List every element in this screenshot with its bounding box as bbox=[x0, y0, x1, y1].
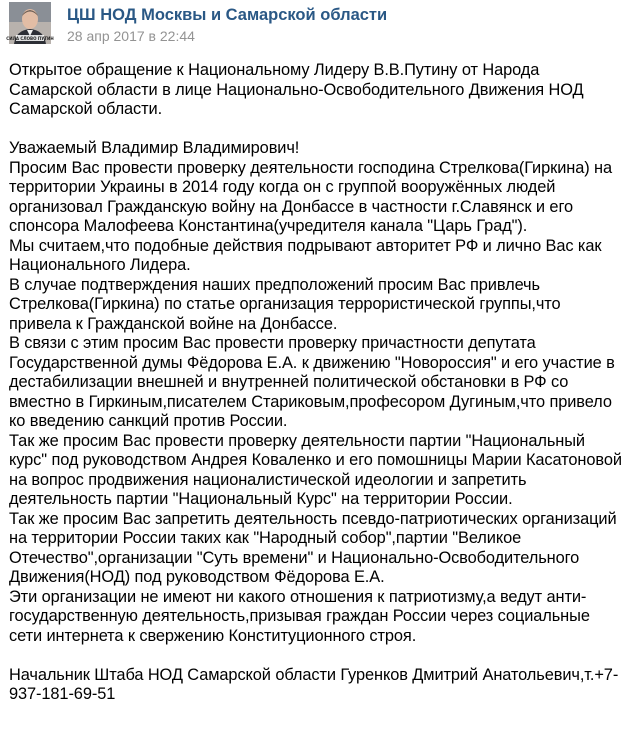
post-paragraph: Эти организации не имеют ни какого отношения к патриотизму,а ведут анти-государственную деятельность,призывая граждан России через социальные сети интернета к свержению Конституционного строя. bbox=[9, 587, 590, 645]
post-paragraph: В связи с этим просим Вас провести проверку причастности депутата Государственной думы Фёдорова Е.А. к движению "Новороссия" и его участие в дестабилизации внешней и внутренней политической обстановки в РФ со вместно в Гиркиным,писателем Стариковым,професором Дугиным,что привело ко введению санкций против России. bbox=[9, 334, 615, 430]
post-paragraph: Начальник Штаба НОД Самарской области Гуренков Дмитрий Анатольевич,т.+7-937-181-69-51 bbox=[9, 665, 619, 703]
person-portrait-icon bbox=[6, 2, 54, 44]
avatar-caption: СИЛА СЛОВО ПУТИН bbox=[6, 35, 54, 41]
post-paragraph: Так же просим Вас запретить деятельность псевдо-патриотических организаций на территории России таких как "Народный собор",партии "Великое Отечество",организации "Суть времени" и Национально-Освободительного Движения(НОД) под руководством Фёдорова Е.А. bbox=[9, 509, 617, 586]
avatar[interactable] bbox=[6, 2, 54, 44]
post-paragraph: Так же просим Вас провести проверку деятельности партии "Национальный курс" под руководством Андрея Коваленко и его помошницы Марии Касатоновой на вопрос продвижения националистической идеологии и запретить деятельность партии "Национальный Курс" на территории России. bbox=[9, 431, 622, 508]
post-paragraph: В случае подтверждения наших предположений просим Вас привлечь Стрелкова(Гиркина) по статье организация террористической группы,что привела к Гражданской войне на Донбассе. bbox=[9, 275, 561, 333]
post-date[interactable]: 28 апр 2017 в 22:44 bbox=[67, 28, 195, 44]
author-name[interactable]: ЦШ НОД Москвы и Самарской области bbox=[67, 6, 388, 24]
post-paragraph: Уважаемый Владимир Владимирович! bbox=[9, 139, 300, 157]
post-paragraph: Мы считаем,что подобные действия подрывают авторитет РФ и лично Вас как Национального Лидера. bbox=[9, 236, 602, 274]
post-paragraph: Открытое обращение к Национальному Лидеру В.В.Путину от Народа Самарской области в лице Национально-Освободительного Движения НОД Самарской области. bbox=[9, 61, 584, 118]
post-header bbox=[0, 0, 627, 50]
post-paragraph: Просим Вас провести проверку деятельности господина Стрелкова(Гиркина) на территории Украины в 2014 году когда он с группой вооружённых людей организовал Гражданскую войну на Донбассе в частности г.Славянск и его спонсора Малофеева Константина(учредителя канала "Царь Град"). bbox=[9, 158, 613, 235]
paragraph-gap bbox=[9, 120, 622, 140]
paragraph-gap bbox=[9, 646, 622, 666]
post-text bbox=[9, 61, 622, 705]
